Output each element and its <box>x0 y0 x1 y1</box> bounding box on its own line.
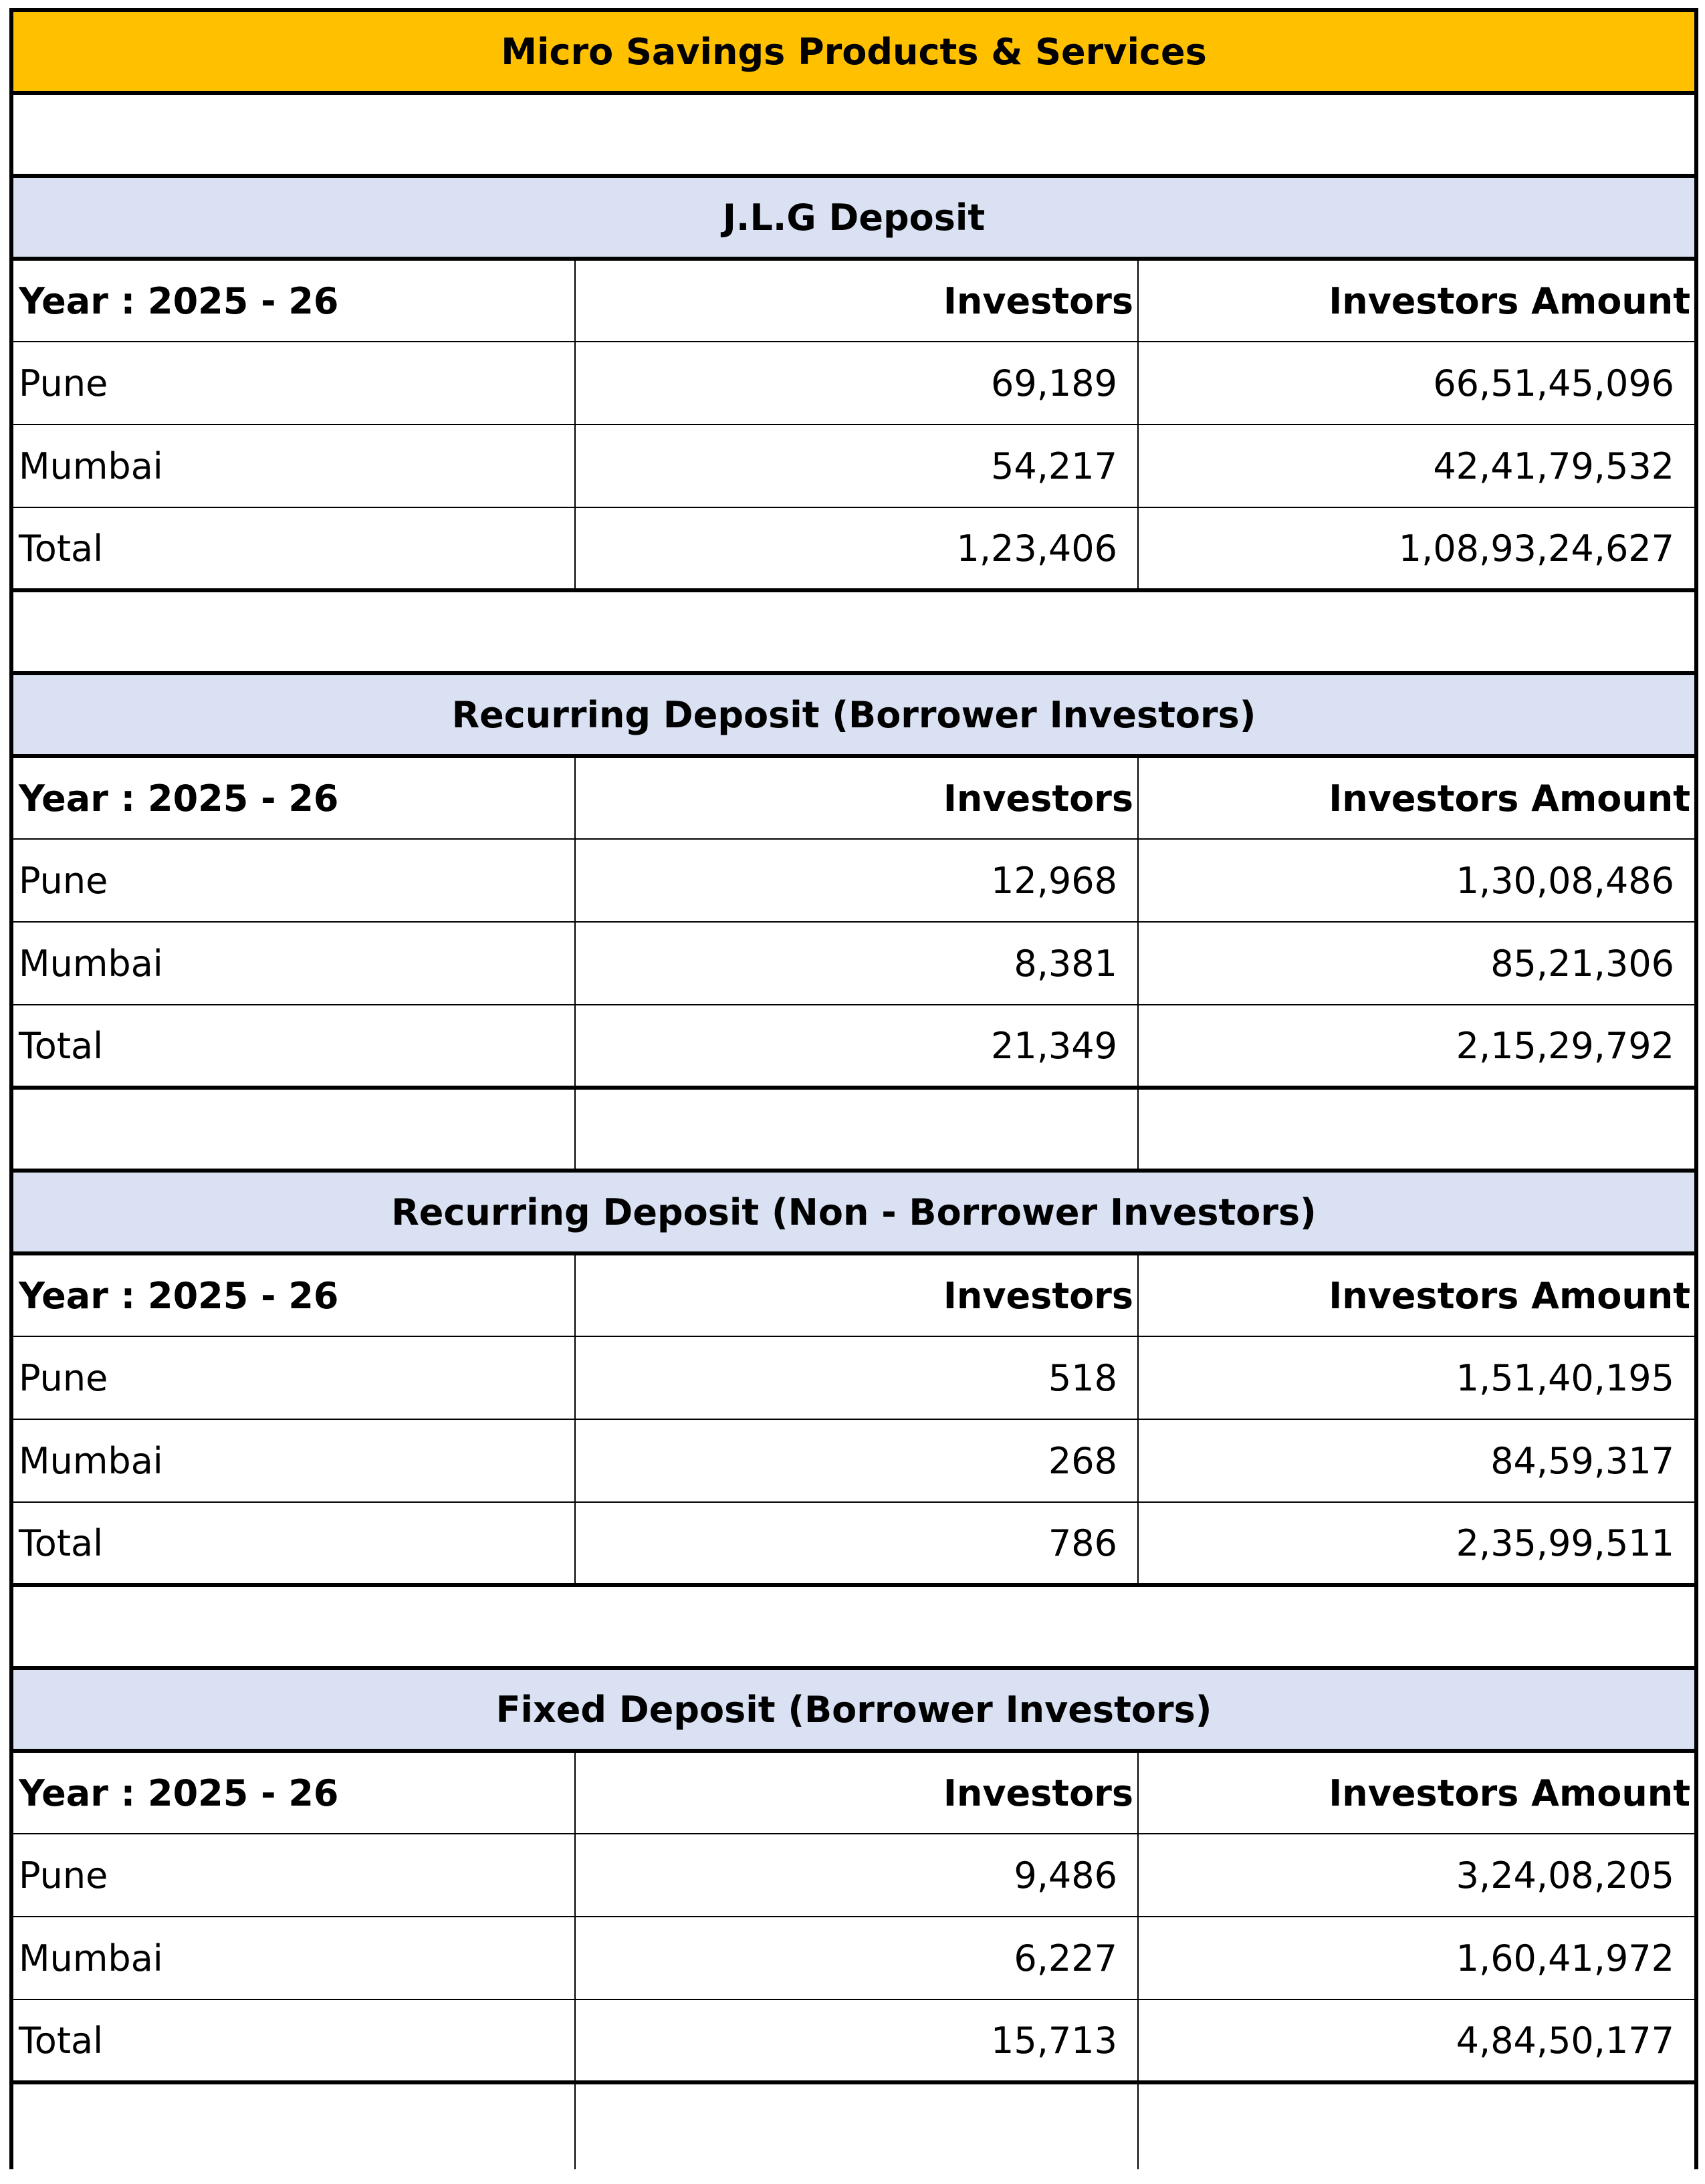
row-label: Total <box>11 1502 575 1585</box>
amount-value: 84,59,317 <box>1138 1419 1696 1502</box>
section-heading-row <box>11 1171 1696 1253</box>
empty-cell <box>11 2082 575 2169</box>
amount-value: 1,51,40,195 <box>1138 1336 1696 1419</box>
investors-header: Investors <box>575 756 1138 839</box>
year-label: Year : 2025 - 26 <box>11 1751 575 1834</box>
spacer-row <box>11 1088 1696 1171</box>
amount-value: 42,41,79,532 <box>1138 424 1696 507</box>
empty-cell <box>1138 1088 1696 1171</box>
column-header-row <box>11 1751 1696 1834</box>
amount-value: 85,21,306 <box>1138 922 1696 1005</box>
column-header-row <box>11 259 1696 342</box>
investors-value: 54,217 <box>575 424 1138 507</box>
empty-cell <box>575 2082 1138 2169</box>
empty-cell <box>11 1585 1696 1668</box>
investors-value: 268 <box>575 1419 1138 1502</box>
amount-value: 2,35,99,511 <box>1138 1502 1696 1585</box>
column-header-row <box>11 1253 1696 1336</box>
amount-header: Investors Amount <box>1138 756 1696 839</box>
investors-header: Investors <box>575 1253 1138 1336</box>
table-row <box>11 1336 1696 1419</box>
row-label: Pune <box>11 1834 575 1917</box>
amount-value: 2,15,29,792 <box>1138 1005 1696 1088</box>
row-label: Mumbai <box>11 424 575 507</box>
investors-value: 1,23,406 <box>575 507 1138 590</box>
spacer-row <box>11 2082 1696 2169</box>
spacer-row <box>11 93 1696 176</box>
investors-value: 12,968 <box>575 839 1138 922</box>
row-label: Mumbai <box>11 1419 575 1502</box>
section-heading-row <box>11 176 1696 259</box>
amount-value: 1,08,93,24,627 <box>1138 507 1696 590</box>
table-row <box>11 1419 1696 1502</box>
amount-header: Investors Amount <box>1138 1253 1696 1336</box>
row-label: Mumbai <box>11 1917 575 1999</box>
investors-value: 69,189 <box>575 342 1138 424</box>
spacer-row <box>11 1585 1696 1668</box>
total-row <box>11 1999 1696 2082</box>
table-row <box>11 424 1696 507</box>
section-heading-row <box>11 673 1696 756</box>
table-row <box>11 1834 1696 1917</box>
investors-value: 21,349 <box>575 1005 1138 1088</box>
amount-value: 1,60,41,972 <box>1138 1917 1696 1999</box>
row-label: Pune <box>11 1336 575 1419</box>
row-label: Total <box>11 1005 575 1088</box>
row-label: Total <box>11 1999 575 2082</box>
banner-row <box>11 10 1696 93</box>
table-row <box>11 922 1696 1005</box>
amount-value: 4,84,50,177 <box>1138 1999 1696 2082</box>
section-title: Fixed Deposit (Borrower Investors) <box>11 1668 1696 1751</box>
investors-value: 518 <box>575 1336 1138 1419</box>
investors-value: 15,713 <box>575 1999 1138 2082</box>
year-label: Year : 2025 - 26 <box>11 259 575 342</box>
row-label: Total <box>11 507 575 590</box>
table-row <box>11 839 1696 922</box>
spacer-row <box>11 590 1696 673</box>
year-label: Year : 2025 - 26 <box>11 1253 575 1336</box>
empty-cell <box>1138 2082 1696 2169</box>
empty-cell <box>11 1088 575 1171</box>
savings-table <box>9 8 1698 2169</box>
amount-value: 66,51,45,096 <box>1138 342 1696 424</box>
amount-value: 3,24,08,205 <box>1138 1834 1696 1917</box>
section-title: Recurring Deposit (Non - Borrower Investors) <box>11 1171 1696 1253</box>
empty-cell <box>11 93 1696 176</box>
investors-value: 9,486 <box>575 1834 1138 1917</box>
section-title: J.L.G Deposit <box>11 176 1696 259</box>
amount-header: Investors Amount <box>1138 1751 1696 1834</box>
investors-value: 8,381 <box>575 922 1138 1005</box>
column-header-row <box>11 756 1696 839</box>
section-heading-row <box>11 1668 1696 1751</box>
row-label: Mumbai <box>11 922 575 1005</box>
section-title: Recurring Deposit (Borrower Investors) <box>11 673 1696 756</box>
investors-header: Investors <box>575 1751 1138 1834</box>
empty-cell <box>11 590 1696 673</box>
total-row <box>11 1005 1696 1088</box>
row-label: Pune <box>11 342 575 424</box>
year-label: Year : 2025 - 26 <box>11 756 575 839</box>
table-row <box>11 342 1696 424</box>
amount-value: 1,30,08,486 <box>1138 839 1696 922</box>
investors-value: 6,227 <box>575 1917 1138 1999</box>
row-label: Pune <box>11 839 575 922</box>
amount-header: Investors Amount <box>1138 259 1696 342</box>
investors-value: 786 <box>575 1502 1138 1585</box>
investors-header: Investors <box>575 259 1138 342</box>
empty-cell <box>575 1088 1138 1171</box>
total-row <box>11 1502 1696 1585</box>
table-row <box>11 1917 1696 1999</box>
total-row <box>11 507 1696 590</box>
page-title: Micro Savings Products & Services <box>11 10 1696 93</box>
